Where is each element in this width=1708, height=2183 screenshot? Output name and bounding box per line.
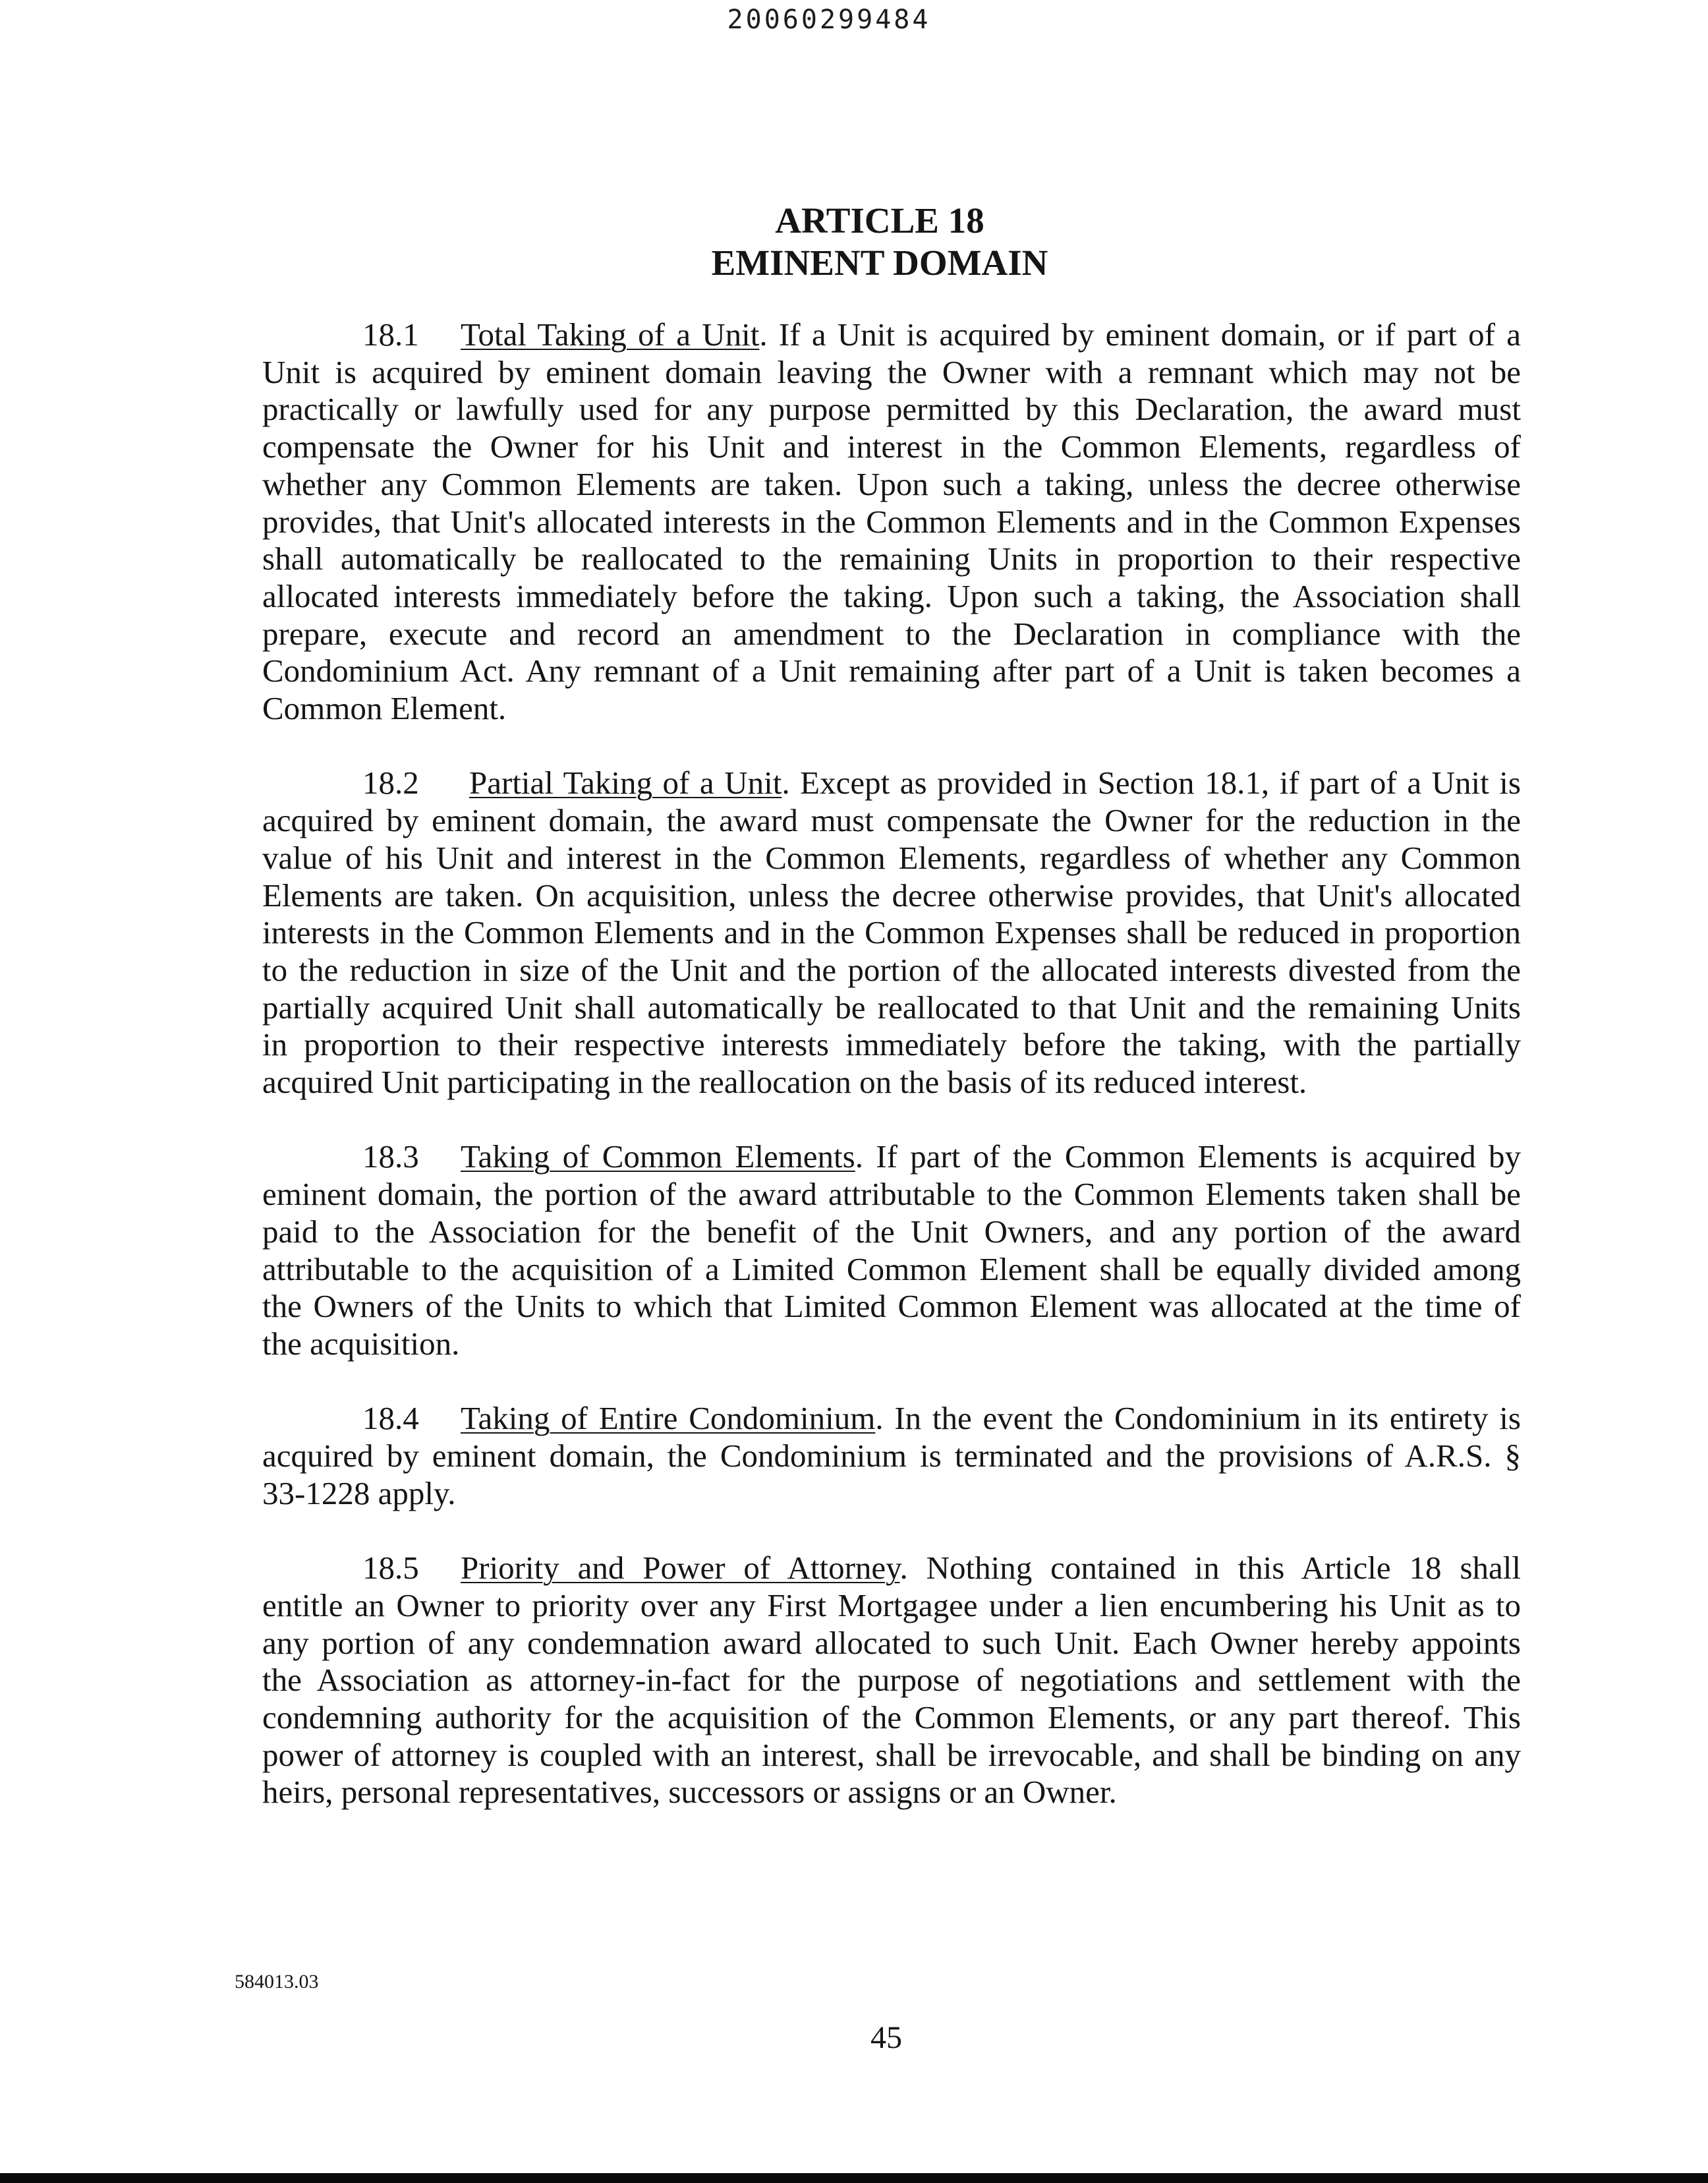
paragraph-line: partially acquired Unit shall automatically be reallocated to that Unit and the remaining Units <box>262 989 1521 1026</box>
paragraph-line: acquired by eminent domain, the award must compensate the Owner for the reduction in the <box>262 802 1521 839</box>
section-heading: Taking of Common Elements <box>461 1138 855 1175</box>
paragraph-line: interests in the Common Elements and in the Common Expenses shall be reduced in proportion <box>262 914 1521 951</box>
paragraph-line: acquired by eminent domain, the Condominium is terminated and the provisions of A.R.S. § <box>262 1438 1521 1474</box>
paragraph-last-line: heirs, personal representatives, successors or assigns or an Owner. <box>262 1774 1117 1811</box>
scan-border <box>0 2173 1708 2183</box>
article-body <box>262 316 1521 1849</box>
paragraph-line: any portion of any condemnation award allocated to such Unit. Each Owner hereby appoints <box>262 1624 1521 1661</box>
section-heading: Priority and Power of Attorney <box>461 1550 900 1586</box>
paragraph-last-line: acquired Unit participating in the reallocation on the basis of its reduced interest. <box>262 1064 1307 1101</box>
paragraph-last-line: 33-1228 apply. <box>262 1474 456 1511</box>
paragraph-line: the Association as attorney-in-fact for the purpose of negotiations and settlement with the <box>262 1662 1521 1699</box>
paragraph-line: eminent domain, the portion of the award attributable to the Common Elements taken shall be <box>262 1176 1521 1213</box>
section-number: 18.3 <box>362 1138 419 1175</box>
article-title: ARTICLE 18 <box>775 200 984 241</box>
paragraph-first-line <box>262 316 1521 354</box>
paragraph-line: the Owners of the Units to which that Limited Common Element was allocated at the time of <box>262 1288 1521 1325</box>
paragraph-last-line: Common Element. <box>262 690 507 727</box>
paragraph-line: paid to the Association for the benefit of the Unit Owners, and any portion of the award <box>262 1213 1521 1250</box>
paragraph-line: condemning authority for the acquisition of the Common Elements, or any part thereof. This <box>262 1699 1521 1735</box>
paragraph-line: practically or lawfully used for any purpose permitted by this Declaration, the award must <box>262 391 1521 428</box>
section-18-1 <box>262 316 1521 728</box>
section-number: 18.4 <box>362 1400 419 1437</box>
paragraph-line: Elements are taken. On acquisition, unless the decree otherwise provides, that Unit's allocated <box>262 877 1521 914</box>
paragraph-first-line <box>262 1138 1521 1176</box>
paragraph-line: in proportion to their respective interests immediately before the taking, with the partially <box>262 1026 1521 1063</box>
section-number: 18.2 <box>362 765 419 801</box>
paragraph-first-line <box>262 765 1521 802</box>
paragraph-line-text: . Nothing contained in this Article 18 shall <box>899 1550 1521 1586</box>
paragraph-line: to the reduction in size of the Unit and the portion of the allocated interests divested from the <box>262 951 1521 988</box>
paragraph-first-line <box>262 1400 1521 1438</box>
paragraph-line-text: . If part of the Common Elements is acquired by <box>855 1138 1521 1175</box>
paragraph-line: Unit is acquired by eminent domain leaving the Owner with a remnant which may not be <box>262 353 1521 390</box>
section-18-5 <box>262 1550 1521 1811</box>
paragraph-line: compensate the Owner for his Unit and interest in the Common Elements, regardless of <box>262 428 1521 465</box>
paragraph-line: Condominium Act. Any remnant of a Unit remaining after part of a Unit is taken becomes a <box>262 653 1521 689</box>
article-subtitle: EMINENT DOMAIN <box>711 242 1048 283</box>
paragraph-line: entitle an Owner to priority over any First Mortgagee under a lien encumbering his Unit as to <box>262 1586 1521 1623</box>
section-number: 18.5 <box>362 1550 419 1586</box>
section-heading: Taking of Entire Condominium <box>461 1400 876 1437</box>
section-heading: Total Taking of a Unit <box>461 316 760 353</box>
paragraph-line: whether any Common Elements are taken. Upon such a taking, unless the decree otherwise <box>262 465 1521 502</box>
section-heading: Partial Taking of a Unit <box>469 765 782 801</box>
paragraph-line: value of his Unit and interest in the Common Elements, regardless of whether any Common <box>262 839 1521 876</box>
paragraph-line: attributable to the acquisition of a Limited Common Element shall be equally divided among <box>262 1250 1521 1287</box>
document-reference: 584013.03 <box>235 1971 319 1993</box>
document-number: 20060299484 <box>727 5 931 35</box>
section-18-3 <box>262 1138 1521 1362</box>
section-18-2 <box>262 765 1521 1101</box>
article-heading <box>250 200 1509 283</box>
paragraph-line-text: . In the event the Condominium in its entirety is <box>875 1400 1521 1437</box>
paragraph-last-line: the acquisition. <box>262 1325 460 1362</box>
paragraph-line-text: . Except as provided in Section 18.1, if part of a Unit is <box>782 765 1521 801</box>
paragraph-line-text: . If a Unit is acquired by eminent domain, or if part of a <box>759 316 1521 353</box>
section-number: 18.1 <box>362 316 419 353</box>
paragraph-line: shall automatically be reallocated to the remaining Units in proportion to their respective <box>262 540 1521 577</box>
paragraph-line: prepare, execute and record an amendment to the Declaration in compliance with the <box>262 615 1521 652</box>
paragraph-line: provides, that Unit's allocated interests in the Common Elements and in the Common Expenses <box>262 503 1521 540</box>
paragraph-line: allocated interests immediately before the taking. Upon such a taking, the Association shall <box>262 577 1521 614</box>
section-18-4 <box>262 1400 1521 1512</box>
paragraph-first-line <box>262 1550 1521 1587</box>
paragraph-line: power of attorney is coupled with an interest, shall be irrevocable, and shall be binding on any <box>262 1736 1521 1773</box>
page-number: 45 <box>870 2020 902 2055</box>
